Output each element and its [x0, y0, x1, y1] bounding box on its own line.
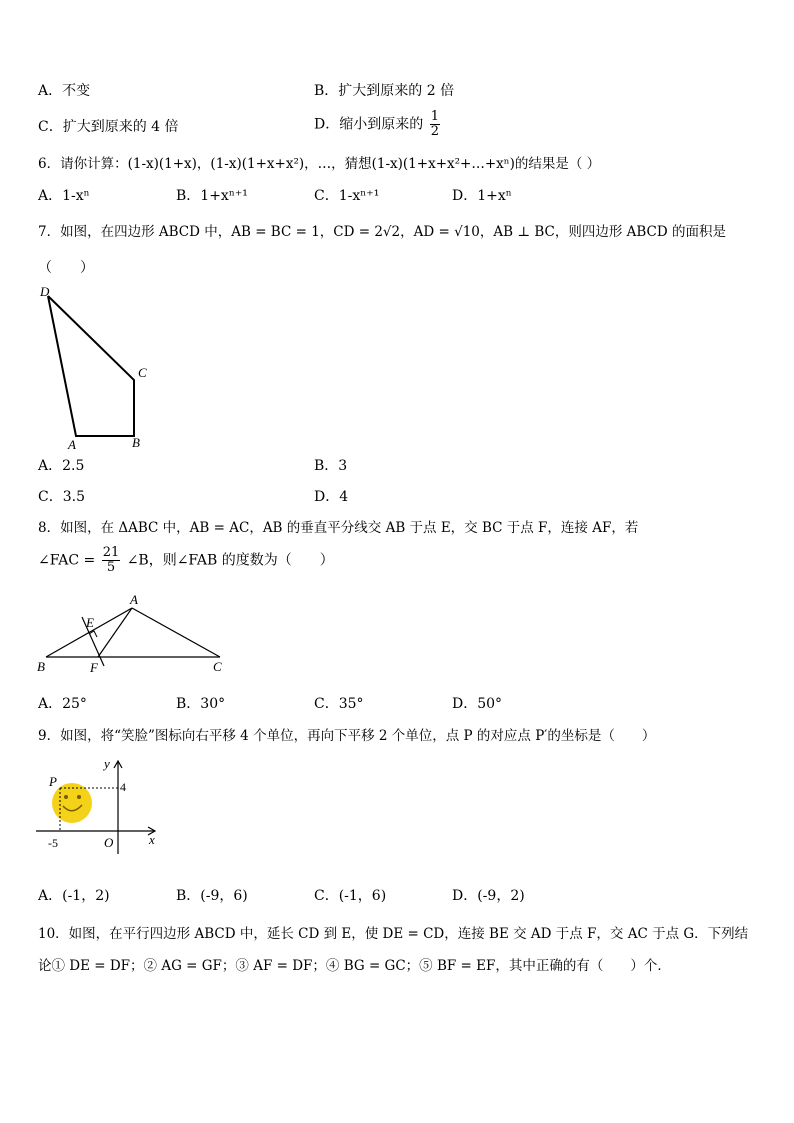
q6-option-a: A．1-xⁿ	[38, 188, 90, 204]
q8-fraction	[102, 546, 121, 575]
q5-option-d-fraction	[430, 110, 440, 139]
q5-option-c: C．扩大到原来的 4 倍	[38, 119, 179, 135]
q9-stem: 9．如图，将“笑脸”图标向右平移 4 个单位，再向下平移 2 个单位，点 P 的对应点 P′的坐标是（ ）	[38, 728, 656, 744]
q7-label-c: C	[138, 365, 147, 380]
q8-fraction-denominator: 5	[106, 560, 116, 575]
q8-label-a: A	[130, 592, 138, 607]
q9-label-neg5: -5	[48, 836, 58, 850]
q8-condition	[38, 546, 334, 575]
q5-option-d-denominator: 2	[430, 124, 439, 139]
q9-option-a: A．(-1，2)	[38, 888, 110, 904]
q7-answer-paren: （ ）	[38, 260, 94, 276]
q9-label-4: 4	[120, 780, 126, 794]
q9-figure	[34, 756, 174, 856]
q7-option-a: A．2.5	[38, 458, 85, 474]
q9-label-p: P	[49, 774, 57, 789]
q8-figure	[32, 590, 232, 680]
q8-label-f: F	[90, 660, 98, 675]
q5-option-b: B．扩大到原来的 2 倍	[314, 83, 455, 99]
q6-option-d: D．1+xⁿ	[452, 188, 512, 204]
q9-label-o: O	[104, 835, 114, 850]
q5-option-d-prefix: D．缩小到原来的	[314, 116, 424, 133]
q7-quadrilateral	[48, 296, 134, 436]
q8-label-e: E	[86, 615, 94, 630]
q8-option-b: B．30°	[176, 696, 226, 712]
q6-option-c: C．1-xⁿ⁺¹	[314, 188, 380, 204]
q7-option-c: C．3.5	[38, 489, 85, 505]
q10-stem-line1: 10．如图，在平行四边形 ABCD 中，延长 CD 到 E，使 DE = CD，连接 BE 交 AD 于点 F，交 AC 于点 G．下列结	[38, 926, 749, 942]
q7-label-d: D	[40, 284, 50, 299]
q9-label-y: y	[104, 756, 110, 771]
q7-label-b: B	[132, 435, 140, 450]
q6-option-b: B．1+xⁿ⁺¹	[176, 188, 248, 204]
q7-figure	[36, 282, 166, 452]
q7-option-d: D．4	[314, 489, 349, 505]
q8-stem: 8．如图，在 ΔABC 中，AB = AC，AB 的垂直平分线交 AB 于点 E，交 BC 于点 F，连接 AF，若	[38, 520, 639, 536]
q8-option-d: D．50°	[452, 696, 503, 712]
q8-option-c: C．35°	[314, 696, 364, 712]
q8-fraction-numerator: 21	[102, 545, 120, 560]
q8-label-b: B	[37, 659, 45, 674]
q9-option-d: D．(-9，2)	[452, 888, 525, 904]
q7-label-a: A	[68, 437, 76, 452]
q5-option-d-numerator: 1	[430, 109, 439, 124]
q8-option-a: A．25°	[38, 696, 87, 712]
q5-option-d	[314, 110, 442, 139]
q9-option-b: B．(-9，6)	[176, 888, 248, 904]
q5-option-a: A．不变	[38, 83, 91, 99]
q8-angle-rhs: ∠B，则∠FAB 的度数为（ ）	[126, 552, 334, 569]
q9-option-c: C．(-1，6)	[314, 888, 387, 904]
q10-stem-line2: 论① DE = DF；② AG = GF；③ AF = DF；④ BG = GC；⑤ BF = EF，其中正确的有（ ）个．	[38, 958, 671, 974]
q7-option-b: B．3	[314, 458, 348, 474]
q6-stem: 6．请你计算：(1-x)(1+x)，(1-x)(1+x+x²)，…，猜想(1-x)(1+x+x²+…+xⁿ)的结果是（ ）	[38, 156, 601, 172]
q8-label-c: C	[213, 659, 222, 674]
smiley-icon	[52, 783, 92, 823]
q9-label-x: x	[149, 832, 155, 847]
q8-angle-lhs: ∠FAC =	[38, 552, 96, 569]
q7-stem: 7．如图，在四边形 ABCD 中，AB = BC = 1，CD = 2√2，AD = √10，AB ⊥ BC，则四边形 ABCD 的面积是	[38, 224, 726, 240]
